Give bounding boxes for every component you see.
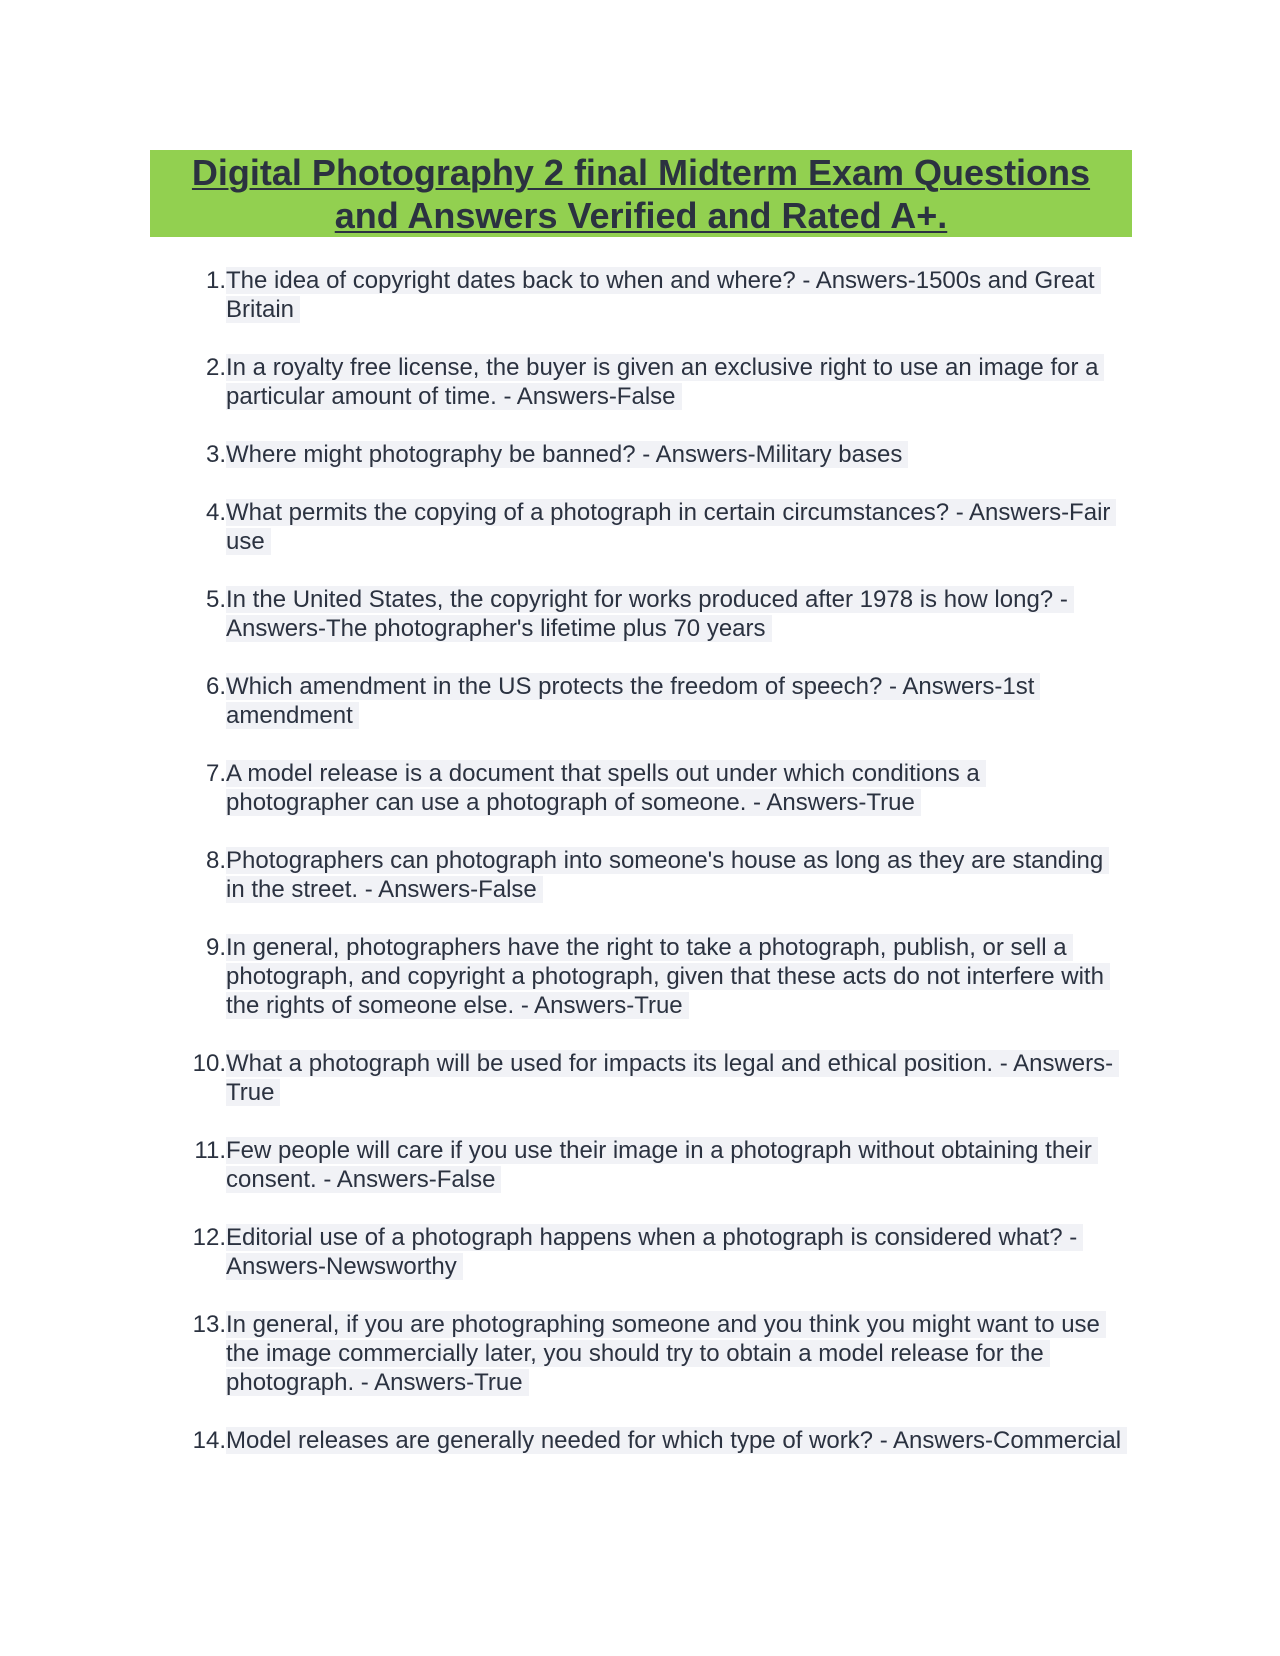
list-item [188,353,1138,411]
item-number: 11. [194,1137,226,1164]
list-item [188,266,1138,324]
list-item [188,1223,1138,1281]
item-number: 8. [205,847,226,874]
item-number: 2. [205,354,226,381]
item-number: 12. [192,1224,226,1251]
list-item [188,1310,1138,1397]
item-number: 14. [192,1427,226,1454]
list-item [188,933,1138,1020]
item-number: 9. [205,934,226,961]
list-item [188,585,1138,643]
list-item [188,759,1138,817]
item-text: Photographers can photograph into someone's house as long as they are standing in the street. - Answers-False [226,847,1109,903]
item-number: 13. [192,1311,226,1338]
document-title: Digital Photography 2 final Midterm Exam Questions and Answers Verified and Rated A+. [191,151,1091,236]
item-number: 7. [205,760,226,787]
item-number: 4. [205,499,226,526]
title-banner [150,150,1132,237]
item-text: What permits the copying of a photograph in certain circumstances? - Answers-Fair use [226,499,1116,555]
list-item [188,1426,1138,1455]
item-text: What a photograph will be used for impacts its legal and ethical position. - Answers-True [226,1050,1119,1106]
item-number: 5. [205,586,226,613]
item-text: A model release is a document that spells out under which conditions a photographer can use a photograph of someone. - Answers-True [226,760,986,816]
question-list [188,266,1138,1484]
item-number: 6. [205,673,226,700]
item-number: 3. [205,441,226,468]
list-item [188,846,1138,904]
item-text: Editorial use of a photograph happens when a photograph is considered what? - Answers-Newsworthy [226,1224,1083,1280]
item-text: Few people will care if you use their image in a photograph without obtaining their consent. - Answers-False [226,1137,1098,1193]
item-text: In the United States, the copyright for works produced after 1978 is how long? - Answers-The photographer's lifetime plus 70 years [226,586,1074,642]
list-item [188,1136,1138,1194]
item-text: In general, if you are photographing someone and you think you might want to use the image commercially later, you should try to obtain a model release for the photograph. - Answers-True [226,1311,1106,1396]
item-text: In a royalty free license, the buyer is given an exclusive right to use an image for a particular amount of time. - Answers-False [226,354,1104,410]
item-number: 1. [205,267,226,294]
list-item [188,672,1138,730]
item-text: The idea of copyright dates back to when and where? - Answers-1500s and Great Britain [226,267,1101,323]
list-item [188,498,1138,556]
item-number: 10. [192,1050,226,1077]
item-text: In general, photographers have the right to take a photograph, publish, or sell a photograph, and copyright a photograph, given that these acts do not interfere with the rights of someone else. - Answers-True [226,934,1110,1019]
item-text: Where might photography be banned? - Answers-Military bases [226,441,908,468]
item-text: Model releases are generally needed for which type of work? - Answers-Commercial [226,1427,1127,1454]
item-text: Which amendment in the US protects the freedom of speech? - Answers-1st amendment [226,673,1040,729]
list-item [188,440,1138,469]
list-item [188,1049,1138,1107]
